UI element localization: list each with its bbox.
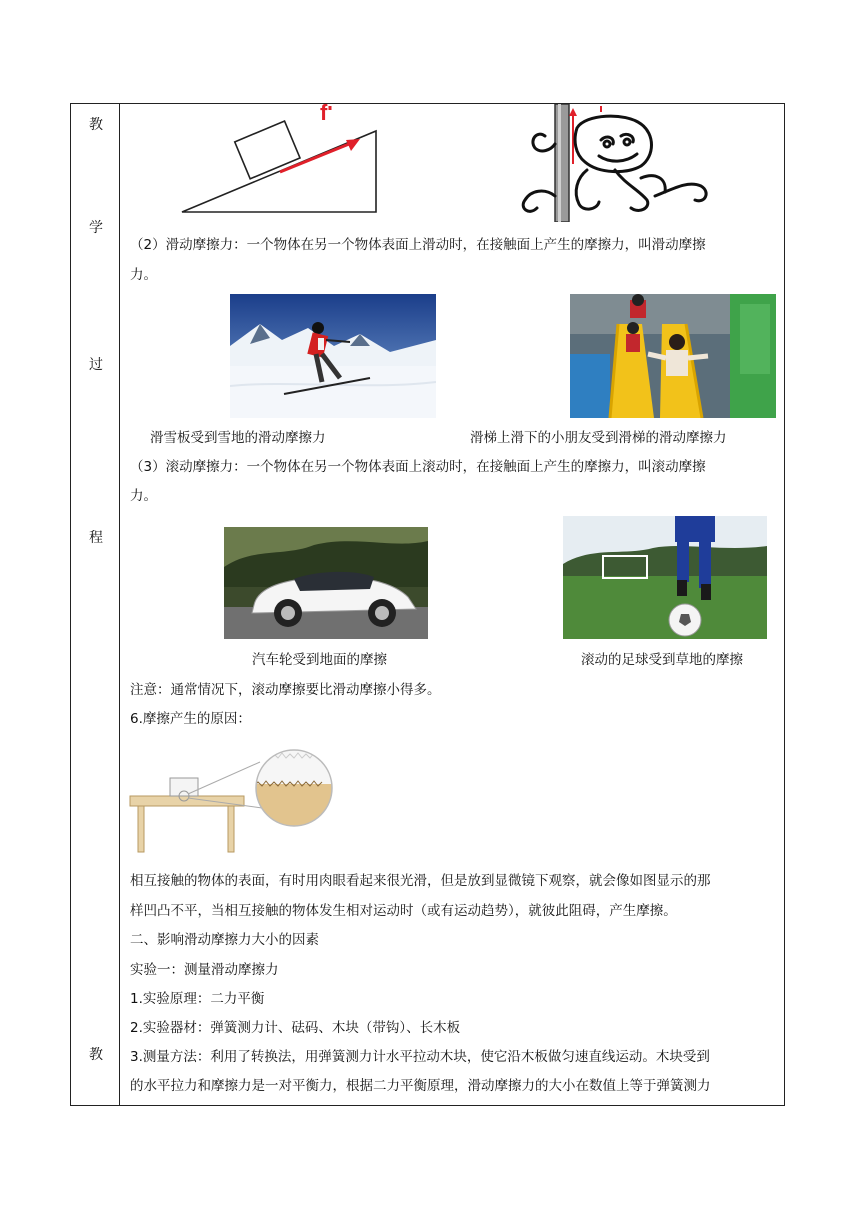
caption-car: 汽车轮受到地面的摩擦: [252, 652, 387, 668]
section2-heading: 二、影响滑动摩擦力大小的因素: [130, 932, 319, 948]
caption-skier: 滑雪板受到雪地的滑动摩擦力: [150, 430, 326, 446]
side-label-jiao-2: 教: [89, 1047, 103, 1063]
cause-text-line1: 相互接触的物体的表面，有时用肉眼看起来很光滑，但是放到显微镜下观察，就会像如图显示的那: [130, 873, 711, 889]
experiment1-heading: 实验一：测量滑动摩擦力: [130, 962, 279, 978]
experiment-equipment: 2.实验器材：弹簧测力计、砝码、木块（带钩）、长木板: [130, 1020, 461, 1036]
sliding-friction-def-line2: 力。: [130, 267, 157, 283]
measurement-method-line1: 3.测量方法：利用了转换法，用弹簧测力计水平拉动木块，使它沿木板做匀速直线运动。木块受到: [130, 1049, 710, 1065]
cause-heading: 6.摩擦产生的原因：: [130, 711, 251, 727]
side-label-xue: 学: [89, 220, 103, 236]
side-label-guo: 过: [89, 357, 103, 373]
caption-soccer: 滚动的足球受到草地的摩擦: [581, 652, 743, 668]
monkey-pole-drawing: [515, 104, 725, 222]
incline-diagram: [180, 104, 390, 216]
caption-slide: 滑梯上滑下的小朋友受到滑梯的滑动摩擦力: [470, 430, 727, 446]
lesson-table: [70, 103, 785, 1106]
friction-label-f: f: [320, 104, 328, 125]
soccer-photo: [563, 516, 767, 639]
rolling-friction-def-line2: 力。: [130, 488, 157, 504]
experiment-principle: 1.实验原理：二力平衡: [130, 991, 265, 1007]
skier-photo: [230, 294, 436, 418]
car-photo: [224, 527, 428, 639]
rolling-friction-def-line1: （3）滚动摩擦力：一个物体在另一个物体表面上滚动时，在接触面上产生的摩擦力，叫滚动摩擦: [130, 459, 706, 475]
note-text: 注意：通常情况下，滚动摩擦要比滑动摩擦小得多。: [130, 682, 441, 698]
measurement-method-line2: 的水平拉力和摩擦力是一对平衡力，根据二力平衡原理，滑动摩擦力的大小在数值上等于弹簧测力: [130, 1078, 711, 1094]
content-cell: [120, 104, 784, 1105]
side-label-cheng: 程: [89, 530, 103, 546]
cause-text-line2: 样凹凸不平，当相互接触的物体发生相对运动时（或有运动趋势），就彼此阻碍，产生摩擦。: [130, 903, 677, 919]
side-label-jiao: 教: [89, 117, 103, 133]
sliding-friction-def-line1: （2）滑动摩擦力：一个物体在另一个物体表面上滑动时，在接触面上产生的摩擦力，叫滑动摩擦: [130, 237, 706, 253]
surface-microscope-illustration: [128, 744, 338, 856]
slide-photo: [570, 294, 776, 418]
